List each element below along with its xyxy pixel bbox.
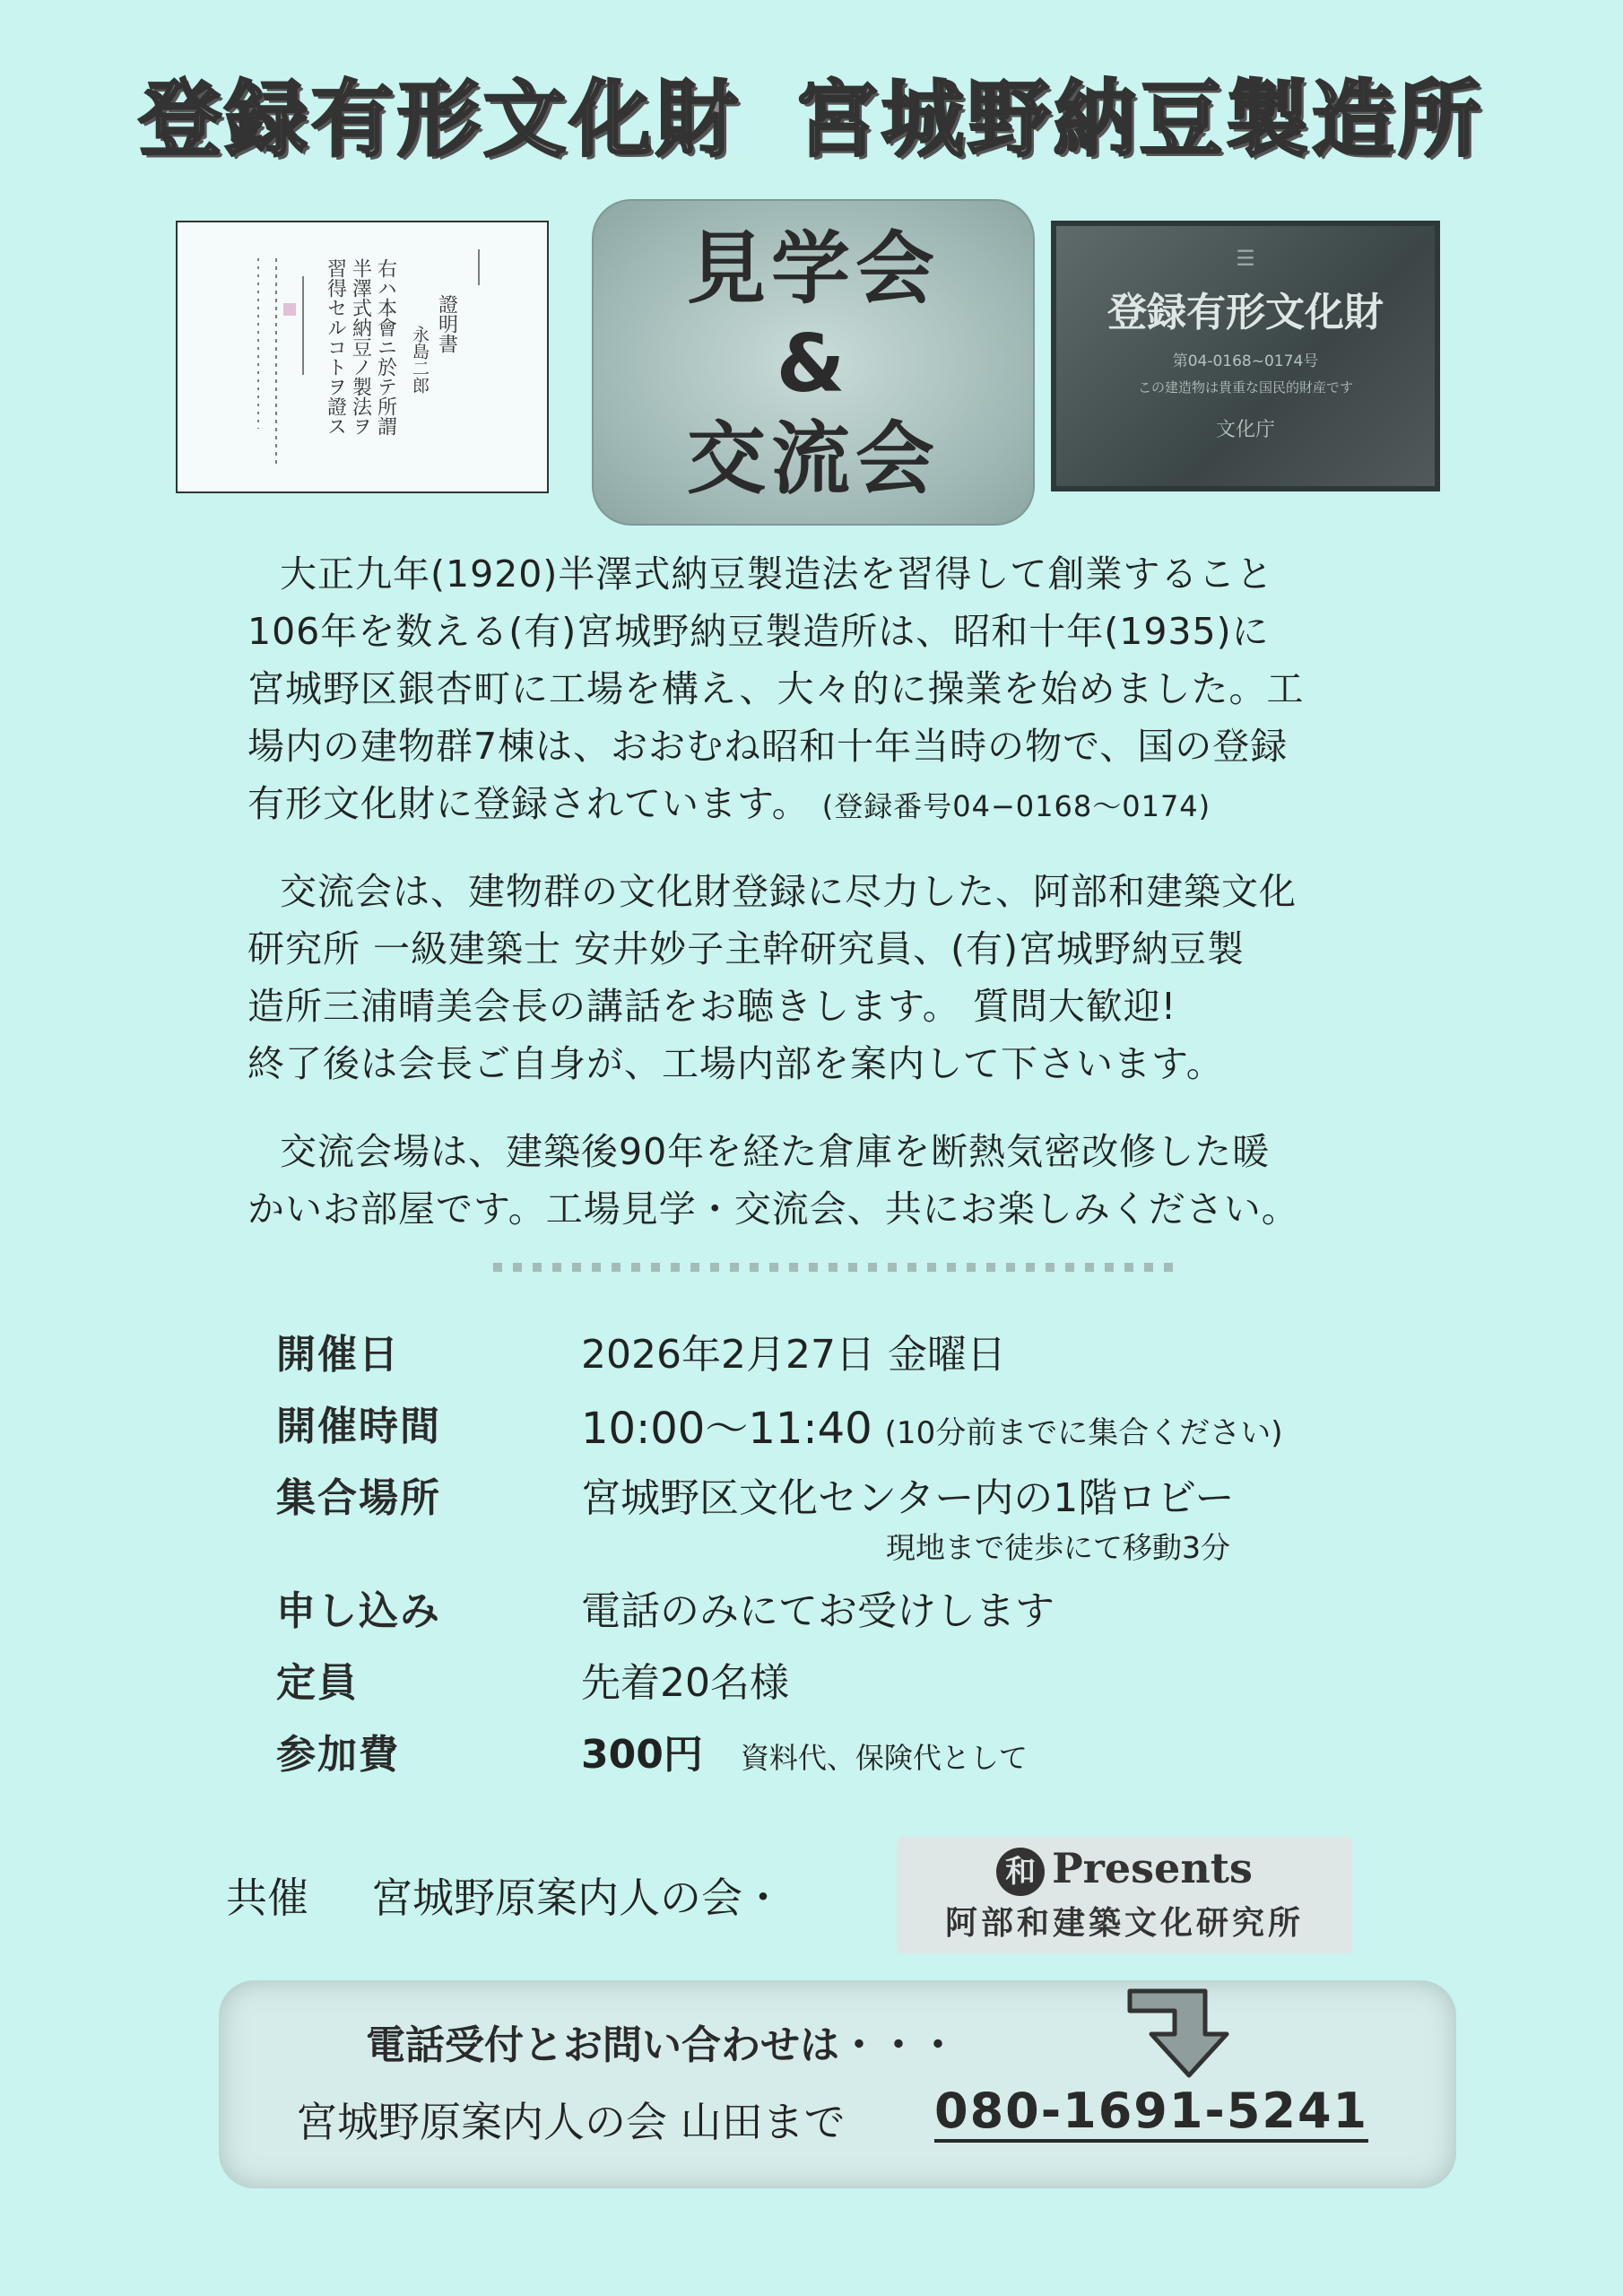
detail-row-fee [276, 1722, 1442, 1785]
plaque-org: 文化庁 [1215, 419, 1275, 441]
time-label: 開催時間 [276, 1404, 441, 1449]
contact-heading: 電話受付とお問い合わせは・・・ [366, 2022, 958, 2068]
time-note: (10分前までに集合ください) [884, 1415, 1283, 1451]
wa-logo-icon: 和 [996, 1848, 1045, 1896]
presents-org: 阿部和建築文化研究所 [944, 1905, 1304, 1942]
certificate-name: 永島二郎 [410, 326, 430, 394]
divider [493, 1263, 1175, 1272]
intro-line: 場内の建物群7棟は、おおむね昭和十年当時の物で、国の登録 [247, 725, 1289, 768]
detail-row-apply [276, 1578, 1442, 1641]
date-label: 開催日 [276, 1332, 400, 1378]
presents-text: Presents [1052, 1844, 1253, 1892]
certificate-line-2: 半澤式納豆ノ製法ヲ [349, 258, 372, 436]
place-note: 現地まで徒歩にて移動3分 [886, 1530, 1230, 1565]
intro-line: 終了後は会長ご自身が、工場内部を案内して下さいます。 [247, 1042, 1224, 1085]
intro-line: 造所三浦晴美会長の講話をお聴きします。 質問大歓迎! [247, 985, 1177, 1028]
certificate-image [176, 221, 549, 493]
intro-paragraph-1 [247, 545, 1341, 835]
intro-line: 大正九年(1920)半澤式納豆製造法を習得して創業すること [280, 552, 1274, 596]
intro-line: 研究所 一級建築士 安井妙子主幹研究員、(有)宮城野納豆製 [247, 927, 1245, 970]
certificate-heading: 證明書 [435, 294, 458, 353]
place-label: 集合場所 [276, 1475, 441, 1521]
intro-line: かいお部屋です。工場見学・交流会、共にお楽しみください。 [247, 1187, 1299, 1231]
intro-line: 交流会は、建物群の文化財登録に尽力した、阿部和建築文化 [280, 870, 1297, 913]
capacity-value: 先着20名様 [581, 1660, 789, 1706]
detail-row-place [276, 1465, 1442, 1528]
plaque-number: 第04-0168~0174号 [1172, 352, 1319, 370]
capacity-label: 定員 [276, 1660, 359, 1706]
detail-row-date [276, 1322, 1442, 1385]
apply-value: 電話のみにてお受けします [581, 1588, 1055, 1634]
heritage-plaque-image [1051, 221, 1440, 491]
apply-label: 申し込み [276, 1588, 441, 1634]
cohost-name: 宮城野原案内人の会・ [371, 1874, 784, 1922]
cohost-label: 共催 [226, 1874, 308, 1922]
date-value: 2026年2月27日 金曜日 [581, 1332, 1006, 1378]
certificate-document [178, 222, 547, 491]
intro-line: 106年を数える(有)宮城野納豆製造所は、昭和十年(1935)に [247, 610, 1270, 653]
detail-row-capacity [276, 1650, 1442, 1713]
intro-paragraph-3 [247, 1123, 1341, 1238]
event-title-line-3: 交流会 [686, 413, 940, 505]
time-value: 10:00〜11:40 [581, 1404, 872, 1454]
intro-line: 交流会場は、建築後90年を経た倉庫を断熱気密改修した暖 [280, 1130, 1271, 1173]
title-left: 登録有形文化財 [138, 72, 742, 168]
fee-value: 300円 [581, 1732, 703, 1778]
page-title [0, 54, 1623, 172]
contact-name: 宮城野原案内人の会 山田まで [296, 2098, 846, 2146]
presents-logo-block [897, 1837, 1352, 1953]
place-value: 宮城野区文化センター内の1階ロビー [581, 1475, 1235, 1521]
event-title-box [592, 199, 1035, 526]
fee-note: 資料代、保険代として [740, 1741, 1028, 1775]
fee-label: 参加費 [276, 1732, 400, 1778]
plaque-text: この建造物は貴重な国民的財産です [1137, 379, 1353, 396]
event-title-line-2: & [776, 317, 851, 410]
emblem-icon: ☰ [1236, 246, 1255, 271]
registration-number: (登録番号04−0168〜0174) [821, 789, 1211, 823]
intro-paragraph-2 [247, 863, 1341, 1092]
plaque-title: 登録有形文化財 [1107, 290, 1384, 335]
event-title-line-1: 見学会 [686, 222, 940, 315]
certificate-line-1: 右ハ本會ニ於テ所謂 [374, 258, 397, 436]
title-right: 宮城野納豆製造所 [795, 72, 1485, 168]
certificate-seal [283, 303, 296, 316]
intro-line: 宮城野区銀杏町に工場を構え、大々的に操業を始めました。工 [247, 667, 1305, 710]
certificate-line-3: 習得セルコトヲ證ス [324, 258, 347, 436]
intro-line: 有形文化財に登録されています。 [247, 782, 810, 825]
cohost-line [226, 1866, 784, 1925]
down-arrow-icon [1123, 1979, 1239, 2086]
contact-phone[interactable]: 080-1691-5241 [934, 2083, 1368, 2143]
detail-row-time [276, 1394, 1442, 1457]
